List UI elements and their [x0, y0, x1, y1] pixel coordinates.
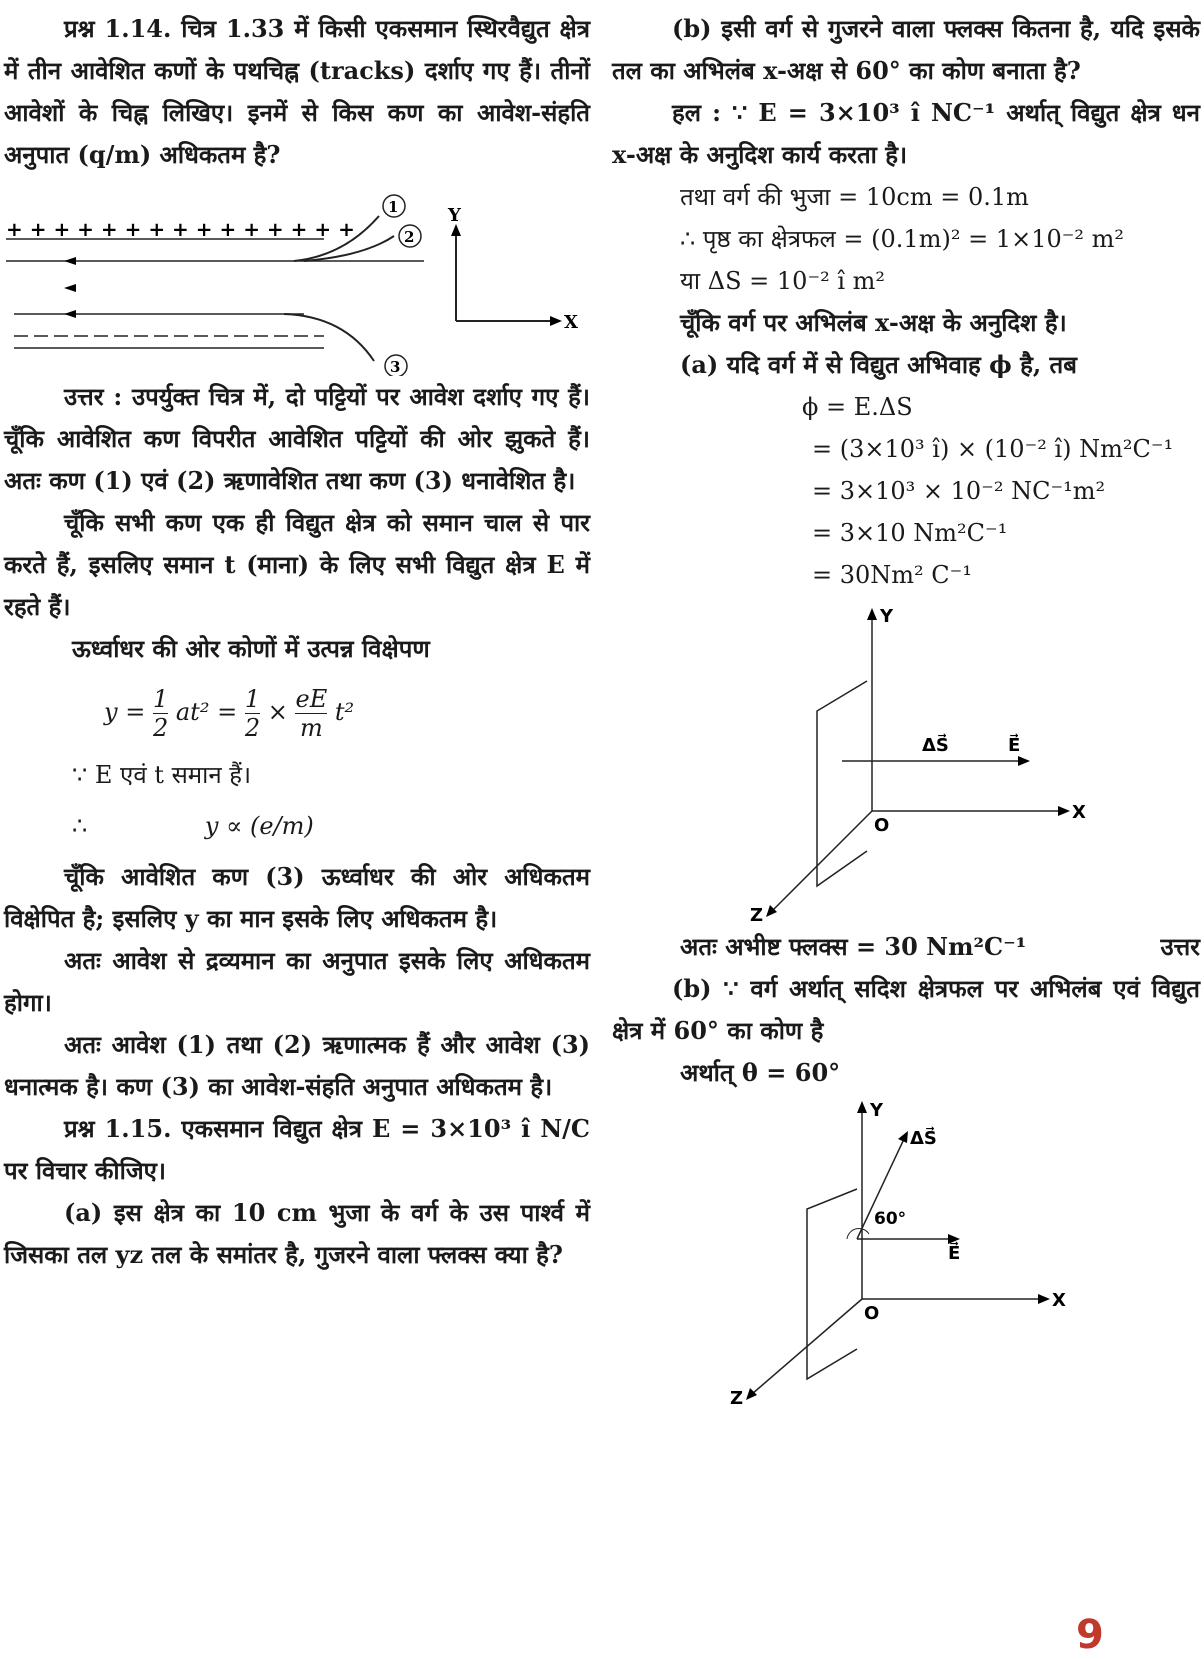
eq-at2: at² =: [175, 698, 238, 726]
e-label-b: E⃗: [948, 1243, 961, 1264]
answer-text: उत्तर : उपर्युक्त चित्र में, दो पट्टियों पर आवेश दर्शाए गए हैं। चूँकि आवेशित कण विपरीत आवेशित पट्टियों की ओर झुकते हैं। अतः कण (1) एवं (2) ऋणावेशित तथा कण (3) धनावेशित है।: [4, 382, 590, 495]
eq-y: y =: [104, 698, 146, 726]
area-line: ∴ पृष्ठ का क्षेत्रफल = (0.1m)² = 1×10⁻² m²: [680, 225, 1125, 253]
flux-figure-b: [612, 1094, 1200, 1414]
normal-line: चूँकि वर्ग पर अभिलंब x-अक्ष के अनुदिश है।: [680, 308, 1067, 337]
z-label-b: Z: [730, 1388, 744, 1409]
fraction-half: $\frac{1}{2}$: [152, 685, 169, 742]
answer-tag: उत्तर: [1160, 932, 1200, 961]
y-axis-label: Y: [448, 205, 461, 226]
fraction-eE-m: $\frac{eE}{m}$: [295, 685, 328, 742]
flux-figure-a: [612, 596, 1200, 926]
flux-eq-0: ϕ = E.ΔS: [802, 393, 913, 421]
theta-line: अर्थात् θ = 60°: [680, 1058, 841, 1087]
deflection-heading: ऊर्ध्वाधर की ओर कोणों में उत्पन्न विक्षेपण: [72, 634, 430, 663]
flux-eq-4: = 30Nm² C⁻¹: [812, 561, 972, 589]
delta-s-line: या ΔS = 10⁻² î m²: [680, 267, 886, 295]
since-line: ∵ E एवं t समान हैं।: [72, 761, 252, 789]
result-line: [612, 926, 1200, 968]
y-label: Y: [880, 606, 894, 627]
track-label-1: 1: [388, 198, 399, 216]
track-label-2: 2: [404, 228, 415, 246]
z-label: Z: [750, 905, 764, 926]
delta-s-label-b: ΔS⃗: [910, 1128, 937, 1149]
question-1-15-a: (a) इस क्षेत्र का 10 cm भुजा के वर्ग के उस पार्श्व में जिसका तल yz तल के समांतर है, गुजरने वाला फ्लक्स क्या है?: [4, 1198, 590, 1269]
y-label-b: Y: [870, 1100, 884, 1121]
eq-times: ×: [267, 698, 288, 726]
paragraph-max-deflection: चूँकि आवेशित कण (3) ऊर्ध्वाधर की ओर अधिकतम विक्षेपित है; इसलिए y का मान इसके लिए अधिकतम है।: [4, 862, 590, 933]
result-text: अतः अभीष्ट फ्लक्स = 30 Nm²C⁻¹: [680, 932, 1027, 961]
track-label-3: 3: [390, 358, 401, 376]
paragraph-ratio: अतः आवेश से द्रव्यमान का अनुपात इसके लिए अधिकतम होगा।: [4, 946, 590, 1017]
plus-plate: + + + + + + + + + + + + + + +: [6, 217, 355, 241]
x-label: X: [1072, 802, 1086, 823]
page-number: 9: [1076, 1612, 1104, 1658]
paragraph-conclusion: अतः आवेश (1) तथा (2) ऋणात्मक हैं और आवेश (3) धनात्मक है। कण (3) का आवेश-संहति अनुपात अधिकतम है।: [4, 1030, 590, 1101]
question-1-15-b: (b) इसी वर्ग से गुजरने वाला फ्लक्स कितना है, यदि इसके तल का अभिलंब x-अक्ष से 60° का कोण बनाता है?: [612, 14, 1200, 85]
delta-s-label: ΔS⃗: [922, 735, 949, 756]
fraction-half-2: $\frac{1}{2}$: [244, 685, 261, 742]
origin-label: O: [874, 815, 890, 836]
left-column: [4, 8, 590, 1276]
proportional-line: [4, 796, 590, 856]
therefore-symbol: ∴: [72, 812, 88, 840]
flux-if-line: (a) यदि वर्ग में से विद्युत अभिवाह ϕ है, तब: [680, 350, 1077, 379]
right-column: [612, 8, 1200, 1414]
part-b-text: (b) ∵ वर्ग अर्थात् सदिश क्षेत्रफल पर अभिलंब एवं विद्युत क्षेत्र में 60° का कोण है: [612, 974, 1200, 1045]
proportional-equation: y ∝ (e/m): [204, 812, 314, 840]
flux-eq-1: = (3×10³ î) × (10⁻² î) Nm²C⁻¹: [812, 435, 1174, 463]
x-label-b: X: [1052, 1290, 1066, 1311]
side-length: तथा वर्ग की भुजा = 10cm = 0.1m: [680, 183, 1029, 211]
x-axis-label: X: [564, 312, 578, 333]
solution-intro: हल : ∵ E = 3×10³ î NC⁻¹ अर्थात् विद्युत क्षेत्र धन x-अक्ष के अनुदिश कार्य करता है।: [612, 98, 1200, 169]
tracks-figure: [4, 176, 590, 376]
e-label: E⃗: [1008, 735, 1021, 756]
flux-eq-3: = 3×10 Nm²C⁻¹: [812, 519, 1008, 547]
origin-label-b: O: [864, 1303, 880, 1324]
paragraph-same-time: चूँकि सभी कण एक ही विद्युत क्षेत्र को समान चाल से पार करते हैं, इसलिए समान t (माना) के लिए सभी विद्युत क्षेत्र E में रहते हैं।: [4, 508, 590, 621]
flux-eq-2: = 3×10³ × 10⁻² NC⁻¹m²: [812, 477, 1106, 505]
question-1-15: प्रश्न 1.15. एकसमान विद्युत क्षेत्र E = 3×10³ î N/C पर विचार कीजिए।: [4, 1114, 590, 1185]
question-1-14: प्रश्न 1.14. चित्र 1.33 में किसी एकसमान स्थिरवैद्युत क्षेत्र में तीन आवेशित कणों के पथचिह्न (tracks) दर्शाए गए हैं। तीनों आवेशों के चिह्न लिखिए। इनमें से किस कण का आवेश-संहति अनुपात (q/m) अधिकतम है?: [4, 14, 590, 169]
eq-t2: t²: [334, 698, 355, 726]
deflection-equation: [4, 670, 590, 754]
angle-label: 60°: [874, 1209, 907, 1229]
